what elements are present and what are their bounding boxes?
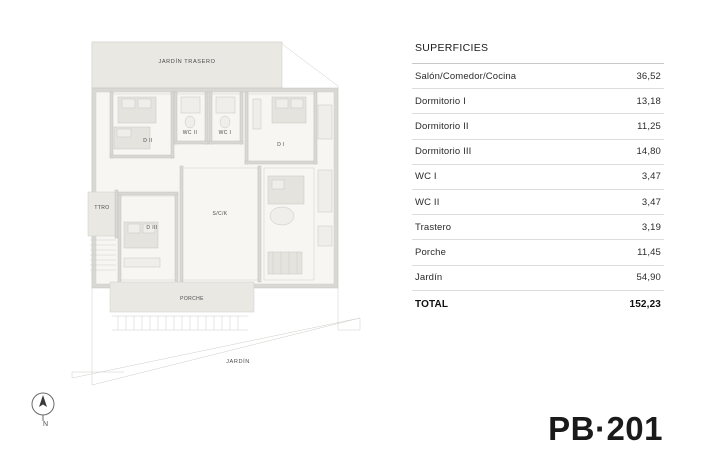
plan-label-ttro: TTRO	[94, 205, 110, 211]
table-row	[412, 164, 664, 189]
surface-label: Dormitorio I	[412, 89, 597, 114]
surface-value: 3,19	[597, 215, 664, 240]
surface-value: 3,47	[597, 164, 664, 189]
plan-label-porche: PORCHE	[180, 296, 204, 302]
surfaces-heading: SUPERFICIES	[412, 42, 664, 64]
plan-label-d-iii: D III	[146, 225, 158, 231]
table-row	[412, 189, 664, 214]
surface-label: Dormitorio III	[412, 139, 597, 164]
surface-label: WC I	[412, 164, 597, 189]
table-row-total	[412, 290, 664, 316]
surfaces-panel	[412, 42, 664, 316]
compass-north-label: N	[43, 421, 49, 428]
table-row	[412, 89, 664, 114]
surface-label: Salón/Comedor/Cocina	[412, 64, 597, 89]
surface-label: Trastero	[412, 215, 597, 240]
surface-value: 11,25	[597, 114, 664, 139]
total-label: TOTAL	[415, 298, 449, 310]
table-row	[412, 265, 664, 290]
surface-value: 36,52	[597, 64, 664, 89]
compass	[28, 388, 72, 438]
surface-value: 3,47	[597, 189, 664, 214]
table-row	[412, 240, 664, 265]
total-value: 152,23	[629, 298, 661, 310]
table-row	[412, 114, 664, 139]
surface-value: 13,18	[597, 89, 664, 114]
surface-value: 54,90	[597, 265, 664, 290]
plan-label-d-ii: D II	[143, 138, 153, 144]
surface-value: 14,80	[597, 139, 664, 164]
surface-label: WC II	[412, 189, 597, 214]
surface-label: Porche	[412, 240, 597, 265]
plan-label-wc-ii: WC II	[182, 130, 198, 136]
page-title: PB·201	[548, 410, 663, 447]
table-row	[412, 139, 664, 164]
plan-label-d-i: D I	[277, 142, 285, 148]
plan-label-wc-i: WC I	[218, 130, 232, 136]
table-row	[412, 215, 664, 240]
plan-label-jardin: JARDÍN	[226, 359, 250, 365]
table-row	[412, 64, 664, 89]
surface-label: Jardín	[412, 265, 597, 290]
surfaces-table	[412, 64, 664, 316]
plan-label-jardin-trasero: JARDÍN TRASERO	[158, 59, 216, 65]
surface-label: Dormitorio II	[412, 114, 597, 139]
plan-label-sck: S/C/K	[212, 211, 228, 217]
surface-value: 11,45	[597, 240, 664, 265]
